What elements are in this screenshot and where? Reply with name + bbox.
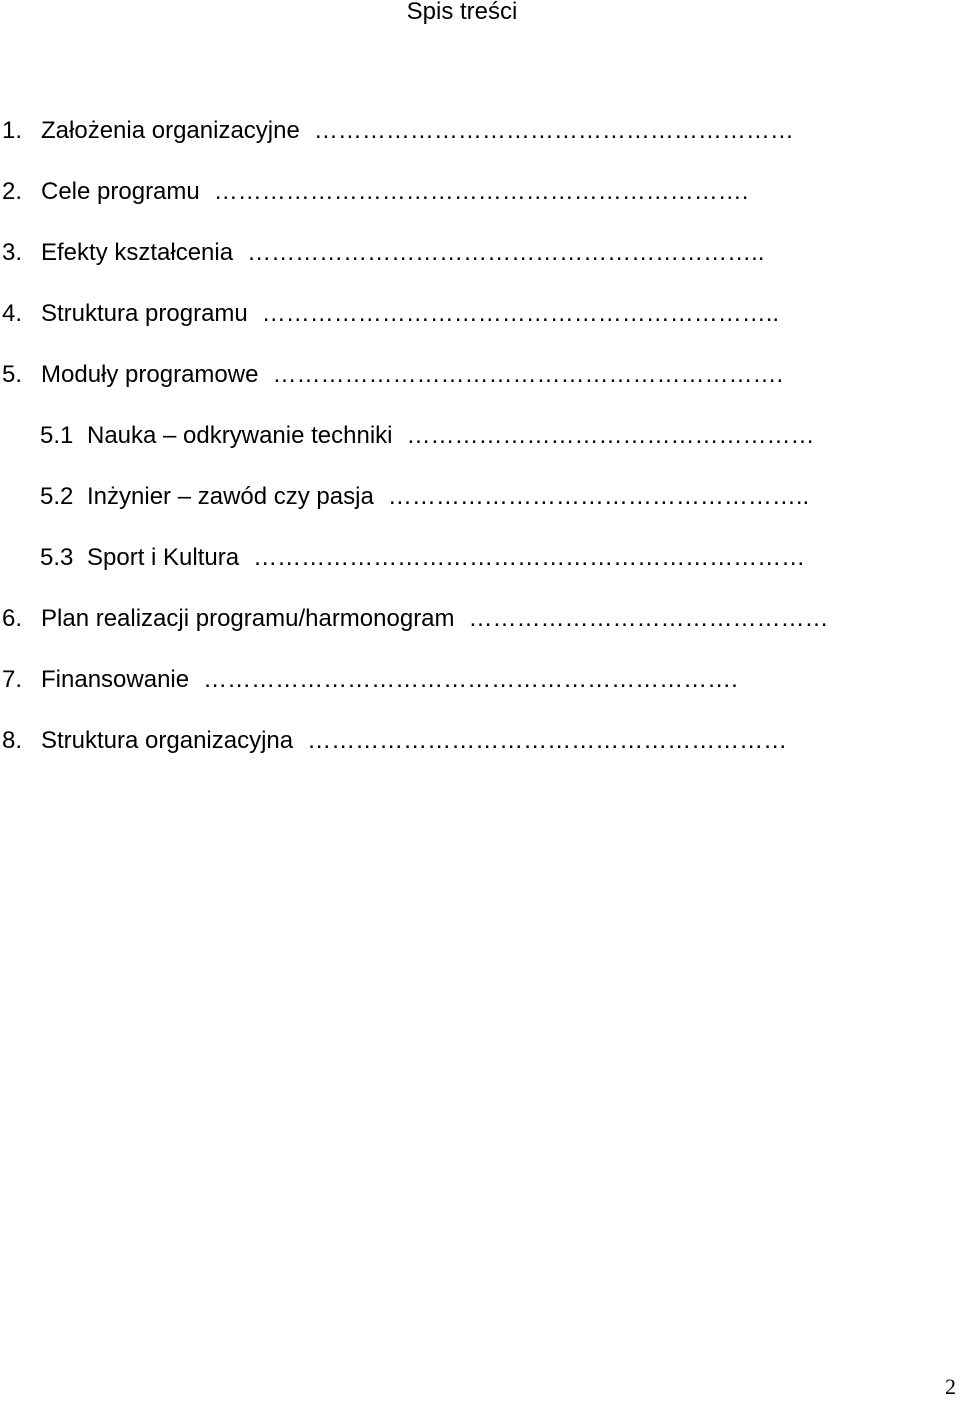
toc-entry[interactable] [2, 177, 952, 207]
toc-entry-label: Cele programu [41, 178, 200, 205]
toc-entry[interactable] [2, 299, 952, 329]
toc-entry-number: 5.1 [40, 422, 74, 449]
toc-entry-leader: …………………………………………………… [313, 117, 794, 144]
toc-entry-label: Sport i Kultura [87, 544, 240, 571]
toc-entry-leader: …………………………………………… [406, 422, 815, 449]
toc-entry-label: Moduły programowe [41, 361, 259, 388]
toc-entry-label: Efekty kształcenia [41, 239, 234, 266]
toc-entry[interactable] [2, 604, 952, 634]
toc-entry-number: 7. [2, 666, 23, 693]
toc-entry-label: Nauka – odkrywanie techniki [87, 422, 393, 449]
toc-entry-leader: …………………………………………………………. [213, 178, 749, 205]
page-title: Spis treści [406, 0, 518, 25]
toc-entry-leader: ……………………………………………………….. [247, 239, 765, 266]
toc-entry[interactable] [2, 726, 952, 756]
toc-entry-label: Inżynier – zawód czy pasja [87, 483, 374, 510]
toc-entry-number: 4. [2, 300, 23, 327]
toc-entry-number: 5.3 [40, 544, 74, 571]
page-number: 2 [945, 1374, 956, 1399]
toc-entry-label: Plan realizacji programu/harmonogram [41, 605, 455, 632]
toc-entry[interactable] [40, 421, 952, 451]
toc-entry-number: 6. [2, 605, 23, 632]
toc-entry[interactable] [40, 482, 952, 512]
toc-entry-label: Finansowanie [41, 666, 190, 693]
toc-entry[interactable] [40, 543, 952, 573]
toc-entry-leader: …………………………………………………………… [253, 544, 806, 571]
toc-entry-leader: …………………………………………………… [307, 727, 788, 754]
toc-entry-label: Założenia organizacyjne [41, 117, 300, 144]
toc-entry-number: 5. [2, 361, 23, 388]
toc-entry[interactable] [2, 665, 952, 695]
toc-entry[interactable] [2, 116, 952, 146]
toc-entry[interactable] [2, 360, 952, 390]
toc-entry-leader: ……………………………………………………….. [261, 300, 780, 327]
toc-entry-label: Struktura programu [41, 300, 248, 327]
toc-entry-leader: ………………………………………………………. [272, 361, 784, 388]
toc-entry-label: Struktura organizacyjna [41, 727, 294, 754]
toc-entry-number: 8. [2, 727, 23, 754]
toc-entry-number: 2. [2, 178, 23, 205]
toc-entry-number: 3. [2, 239, 23, 266]
toc-entry-leader: …………………………………………….. [387, 483, 810, 510]
toc-entry-number: 5.2 [40, 483, 74, 510]
toc-entry-number: 1. [2, 117, 23, 144]
toc-entry[interactable] [2, 238, 952, 268]
toc-entry-leader: …………………………………………………………. [203, 666, 738, 693]
toc-entry-leader: ……………………………………… [468, 605, 829, 632]
